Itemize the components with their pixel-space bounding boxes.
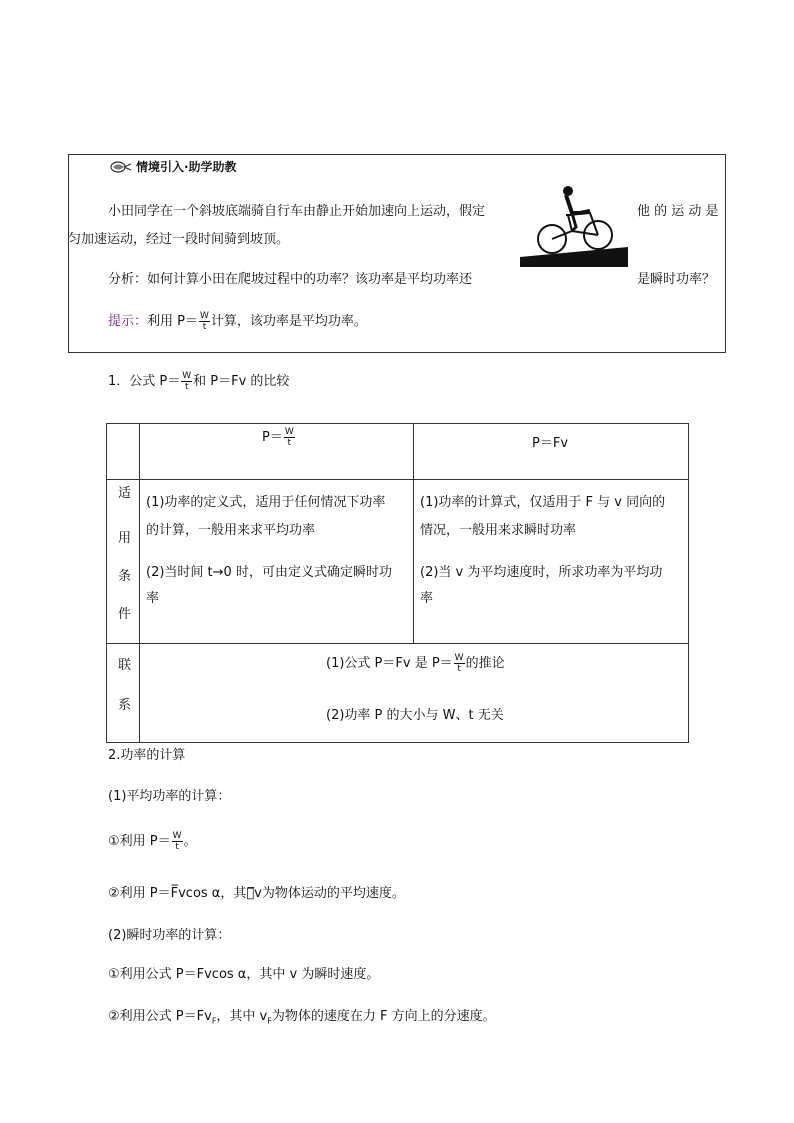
row1-label-char-3: 条 (118, 569, 132, 584)
table-hline-1 (106, 479, 689, 480)
section1-title-post: 和 P＝Fv 的比较 (193, 374, 290, 389)
row1-col2-line2: 情况，一般用来求瞬时功率 (420, 523, 577, 538)
section2-sub2: (2)瞬时功率的计算： (108, 928, 231, 943)
intro-header (110, 158, 237, 175)
table-vline-2 (413, 423, 414, 643)
row2-den: t (457, 664, 461, 674)
hint-num: W (200, 311, 209, 321)
item4-post: 为物体的速度在力 F 方向上的分速度。 (271, 1009, 496, 1024)
intro-para2-left: 分析：如何计算小田在爬坡过程中的功率？该功率是平均功率还 (108, 272, 473, 287)
section1-title (108, 370, 289, 392)
intro-para1-left: 小田同学在一个斜坡底端骑自行车由静止开始加速向上运动，假定 (108, 204, 486, 219)
cyclist-image (520, 183, 628, 267)
table-vline-1 (139, 423, 140, 743)
intro-hint (108, 310, 367, 332)
table-head-col1 (262, 426, 296, 448)
row2-label-char-1: 联 (118, 658, 132, 673)
row2-line2: (2)功率 P 的大小与 W、t 无关 (326, 708, 504, 723)
row1-label-char-4: 件 (118, 607, 132, 622)
hint-pre: 利用 P＝ (147, 314, 198, 329)
head-col1-den: t (287, 438, 292, 448)
item1-pre: ①利用 P＝ (108, 834, 171, 849)
row1-col2-line1: (1)功率的计算式，仅适用于 F 与 v 同向的 (420, 495, 666, 510)
item4-sub: F (211, 1016, 217, 1026)
row2-num: W (454, 653, 464, 663)
item1-num: W (172, 831, 182, 841)
item1-post: 。 (183, 834, 197, 849)
section1-den: t (184, 382, 189, 392)
intro-para1-line2: 匀加速运动，经过一段时间骑到坡顶。 (68, 232, 290, 247)
row2-line1 (326, 652, 505, 674)
row2-label-char-2: 系 (118, 698, 132, 713)
section2-title: 2.功率的计算 (108, 748, 186, 763)
row1-col1-line4: 率 (146, 591, 160, 606)
row1-col2-line3: (2)当 v 为平均速度时，所求功率为平均功 (420, 565, 663, 580)
row2-line1-post: 的推论 (465, 656, 505, 671)
section2-sub1: (1)平均功率的计算： (108, 789, 231, 804)
row2-line1-pre: (1)公式 P＝Fv 是 P＝ (326, 656, 453, 671)
intro-header-text: 情境引入·助学助教 (136, 160, 237, 174)
row1-col1-line1: (1)功率的定义式，适用于任何情况下功率 (146, 495, 386, 510)
row1-label-char-1: 适 (118, 486, 132, 501)
item4-pre: ②利用公式 P＝Fv (108, 1009, 212, 1024)
row2-fraction (454, 653, 465, 674)
section2-item1 (108, 830, 197, 852)
row1-col2-line4: 率 (420, 591, 434, 606)
section2-item4 (108, 1005, 496, 1026)
row1-label-char-2: 用 (118, 531, 132, 546)
hint-den: t (202, 322, 207, 332)
section1-num: W (182, 371, 192, 381)
head-col1-pre: P＝ (262, 430, 283, 445)
section2-item2: ②利用 P＝F̅vcos α，其中̅v为物体运动的平均速度。 (108, 886, 405, 901)
head-col1-fraction (284, 427, 295, 448)
item4-mid: ，其中 v (216, 1009, 268, 1024)
item1-den: t (175, 842, 179, 852)
hint-label: 提示： (108, 314, 148, 329)
row1-col1-line3: (2)当时间 t→0 时，可由定义式确定瞬时功 (146, 565, 392, 580)
item1-fraction (172, 831, 183, 852)
table-hline-2 (106, 643, 689, 644)
head-col1-num: W (284, 427, 294, 437)
section2-item3: ①利用公式 P＝Fvcos α，其中 v 为瞬时速度。 (108, 967, 380, 982)
handshake-icon (110, 160, 132, 174)
section1-fraction (181, 371, 192, 392)
hint-fraction (199, 311, 210, 332)
section1-title-pre: 1．公式 P＝ (108, 374, 181, 389)
hint-post: 计算，该功率是平均功率。 (210, 314, 367, 329)
intro-para2-right: 是瞬时功率？ (637, 272, 716, 287)
row1-col1-line2: 的计算，一般用来求平均功率 (146, 523, 316, 538)
item4-sub2: F (267, 1016, 272, 1026)
intro-para1-right: 他 的 运 动 是 (637, 204, 719, 219)
table-head-col2: P＝Fv (532, 436, 569, 451)
